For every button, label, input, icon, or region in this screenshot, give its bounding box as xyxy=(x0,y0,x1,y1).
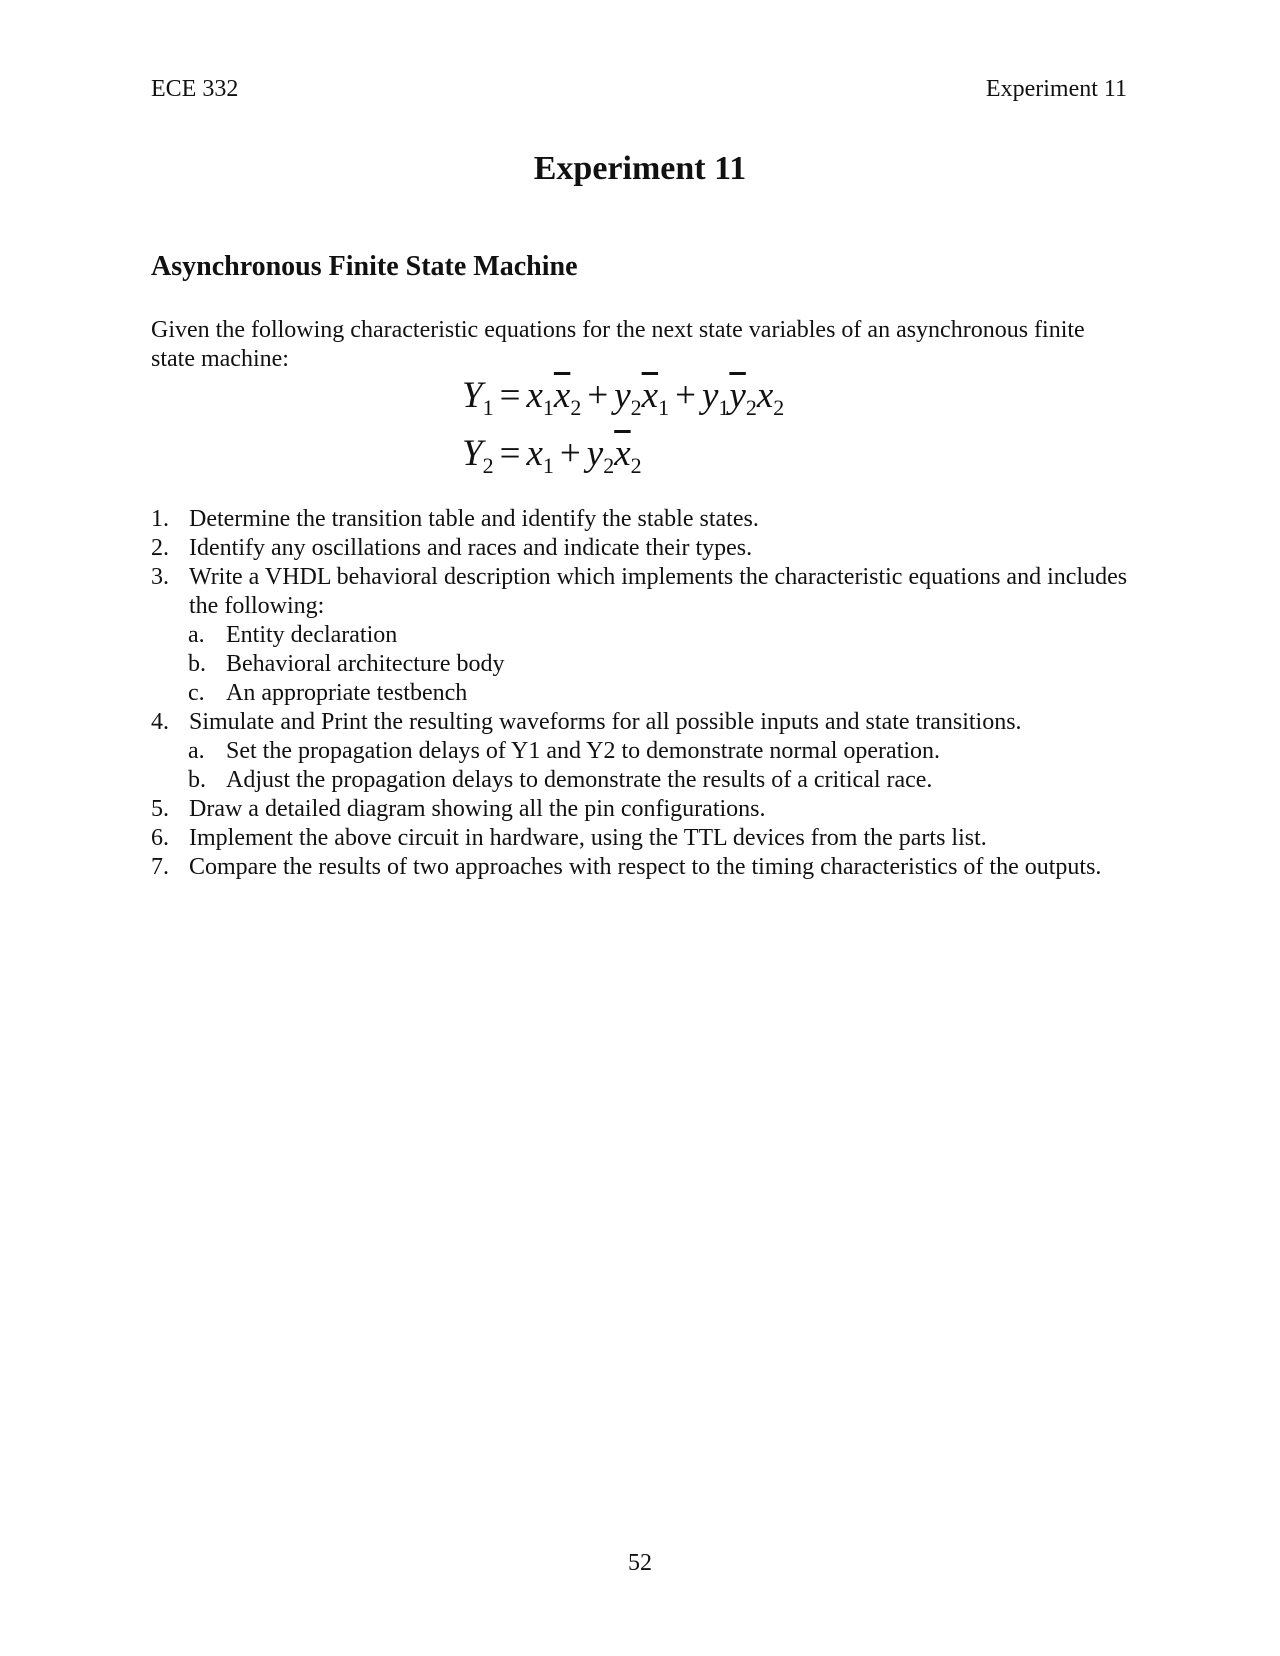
list-item: 4. Simulate and Print the resulting waveforms for all possible inputs and state transitions. xyxy=(151,709,1022,735)
sub-list-item: a. Entity declaration xyxy=(188,622,398,648)
page-number: 52 xyxy=(628,1550,652,1576)
section-heading: Asynchronous Finite State Machine xyxy=(151,251,578,282)
list-item: 5. Draw a detailed diagram showing all the pin configurations. xyxy=(151,796,766,822)
header-course: ECE 332 xyxy=(151,76,239,102)
list-item: 1. Determine the transition table and identify the stable states. xyxy=(151,506,759,532)
list-item: 2. Identify any oscillations and races and indicate their types. xyxy=(151,535,753,561)
sub-list-item: b. Behavioral architecture body xyxy=(188,651,505,677)
equation-y1: $Y_1 = x_1\overline{x}_2 + y_2\overline{x}_1 + y_1\overline{y}_2x_2$ xyxy=(462,375,785,420)
sub-list-item: c. An appropriate testbench xyxy=(188,680,468,706)
list-item: 6. Implement the above circuit in hardware, using the TTL devices from the parts list. xyxy=(151,825,987,851)
sub-list-item: a. Set the propagation delays of Y1 and Y2 to demonstrate normal operation. xyxy=(188,738,941,764)
header-experiment: Experiment 11 xyxy=(985,76,1127,102)
page-title: Experiment 11 xyxy=(533,150,747,187)
equation-y2: $Y_2 = x_1 + y_2\overline{x}_2$ xyxy=(462,433,642,478)
list-item: 7. Compare the results of two approaches with respect to the timing characteristics of the outputs. xyxy=(151,854,1102,880)
task-list xyxy=(151,505,1151,882)
sub-list-item: b. Adjust the propagation delays to demonstrate the results of a critical race. xyxy=(188,767,933,793)
list-item: 3. Write a VHDL behavioral description which implements the characteristic equations and includes the following: xyxy=(151,564,1128,619)
intro-paragraph: Given the following characteristic equations for the next state variables of an asynchronous finite state machine: xyxy=(151,317,1085,372)
